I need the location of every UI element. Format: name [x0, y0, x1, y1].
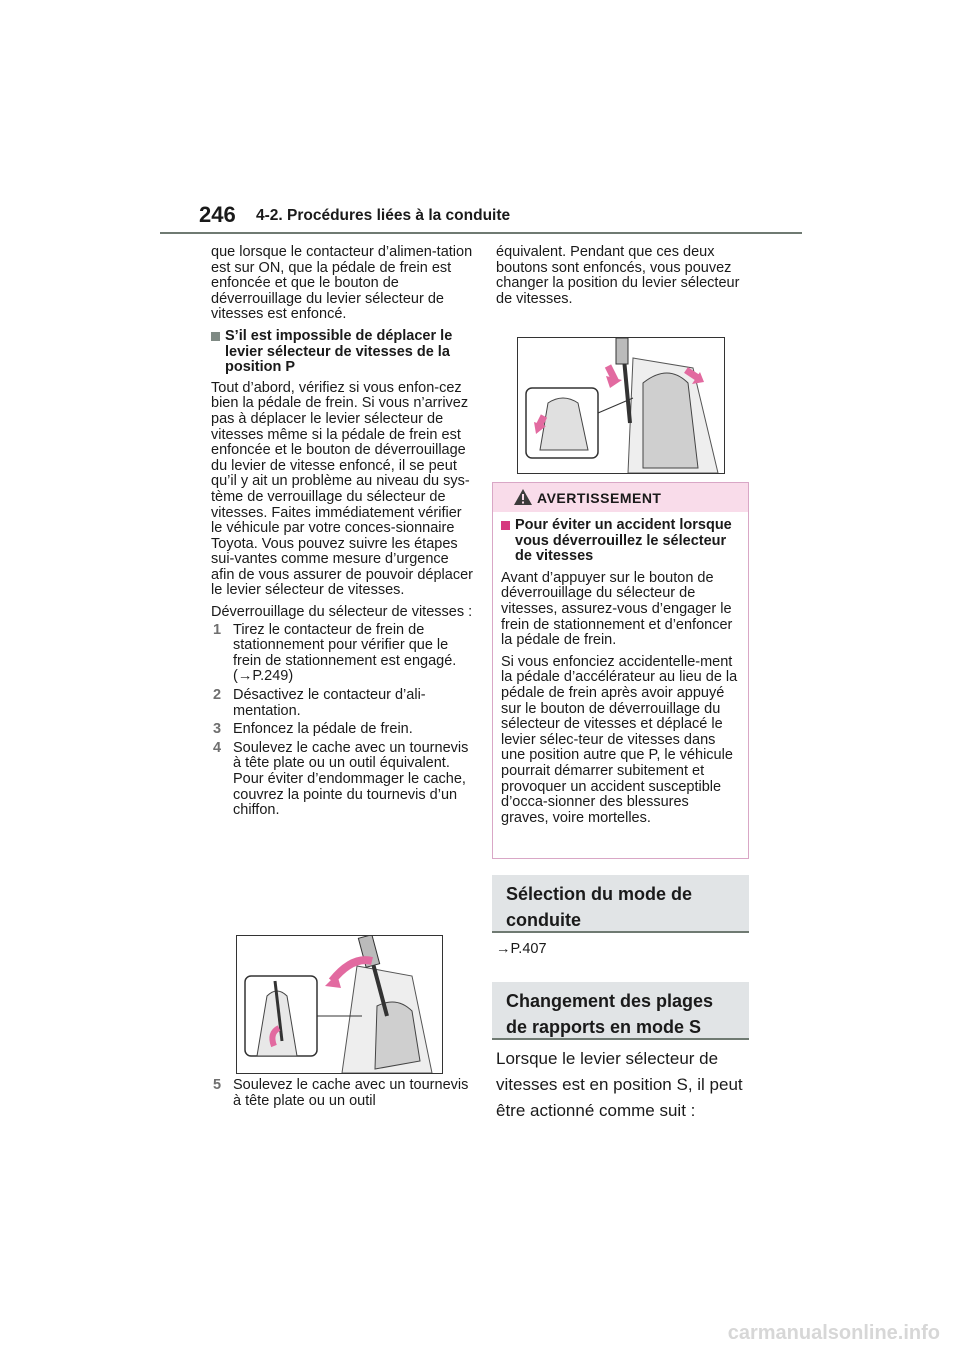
step-list: [211, 1078, 473, 1109]
step-text: Désactivez le contacteur d’ali-mentation.: [233, 687, 426, 719]
watermark: carmanualsonline.info: [727, 1322, 940, 1344]
heading-drive-mode: Sélection du mode de conduite: [492, 875, 749, 933]
warning-paragraph-2: Si vous enfonciez accidentelle-ment la pédale d’accélérateur au lieu de la pédale de frein après avoir appuyé sur le bouton de déverrouillage du sélecteur de vitesses et déplacé le levier sélec-teur de vitesses dans une position autre que P, le véhicule pourrait démarrer subitement et provoquer un accident susceptible d’occa-sionner des blessures graves, voire mortelles.: [501, 653, 738, 826]
step5-block: [211, 1078, 473, 1112]
step-item: [211, 722, 473, 738]
warning-subheading-text: Pour éviter un accident lorsque vous déverrouillez le sélecteur de vitesses: [515, 517, 732, 565]
subheading-p-position: [211, 329, 473, 376]
heading-s-mode: Changement des plages de rapports en mode S: [492, 982, 749, 1040]
header-rule: [160, 232, 802, 234]
warning-triangle-icon: [513, 488, 533, 506]
warning-paragraph-1: Avant d’appuyer sur le bouton de déverrouillage du sélecteur de vitesses, assurez-vous d’engager le frein de stationnement et d’enfoncer la pédale de frein.: [501, 569, 733, 649]
step-text: Soulevez le cache avec un tournevis à tête plate ou un outil: [233, 1077, 469, 1109]
page-reference: →P.407: [496, 941, 547, 957]
intro-paragraph: que lorsque le contacteur d’alimen-tation est sur ON, que la pédale de frein est enfoncée et que le bouton de déverrouillage du levier sélecteur de vitesses est enfoncé.: [211, 244, 473, 323]
warning-subheading: [501, 518, 740, 565]
s-mode-description: Lorsque le levier sélecteur de vitesses est en position S, il peut être actionné comme suit :: [496, 1049, 743, 1120]
step-number: 2: [213, 687, 222, 704]
step-item: [211, 623, 473, 685]
square-bullet-icon: [501, 521, 510, 530]
page-number: 246: [199, 202, 236, 227]
step-list: [211, 623, 473, 819]
step-item: [211, 688, 473, 719]
step-item: [211, 1078, 473, 1109]
subheading-text: S’il est impossible de déplacer le levier sélecteur de vitesses de la position P: [225, 327, 453, 376]
paragraph-check-brake: Tout d’abord, vérifiez si vous enfon-cez bien la pédale de frein. Si vous n’arrivez pas à déplacer le levier sélecteur de vitesses même si la pédale de frein est enfoncée et le bouton de déverrouillage du levier de vitesse enfoncé, il se peut qu’il y ait un problème au niveau du sys-tème de verrouillage du sélecteur de vitesses. Faites immédiatement vérifier le véhicule par votre conces-sionnaire Toyota. Vous pouvez suivre les étapes sui-vantes comme mesure d’urgence afin de vous assurer de pouvoir déplacer le levier sélecteur de vitesses.: [211, 379, 473, 599]
figure-lift-cover: [236, 935, 443, 1074]
step-text: Enfoncez la pédale de frein.: [233, 721, 413, 738]
paragraph-continued: équivalent. Pendant que ces deux boutons sont enfoncés, vous pouvez changer la position du levier sélecteur de vitesses.: [496, 244, 740, 307]
step-text: Soulevez le cache avec un tournevis à tête plate ou un outil équivalent. Pour éviter d’endommager le cache, couvrez la pointe du tournevis d’un chiffon.: [233, 739, 469, 819]
warning-body: [493, 512, 748, 826]
left-column: [211, 245, 473, 822]
square-bullet-icon: [211, 332, 220, 341]
paragraph-unlock-intro: Déverrouillage du sélecteur de vitesses :: [211, 604, 473, 621]
warning-box: [492, 482, 749, 859]
step-item: [211, 741, 473, 819]
warning-title: AVERTISSEMENT: [537, 490, 662, 506]
step-text: Tirez le contacteur de frein de stationnement pour vérifier que le frein de stationnement est engagé. (→P.249): [233, 621, 457, 685]
step-number: 1: [213, 621, 222, 638]
step-number: 4: [213, 739, 222, 756]
step-number: 3: [213, 721, 222, 738]
step-number: 5: [213, 1077, 222, 1093]
warning-header: [493, 483, 748, 512]
figure-unlock-shifter: [517, 337, 725, 474]
section-title: 4-2. Procédures liées à la conduite: [256, 207, 511, 224]
right-column-top: [496, 245, 752, 313]
